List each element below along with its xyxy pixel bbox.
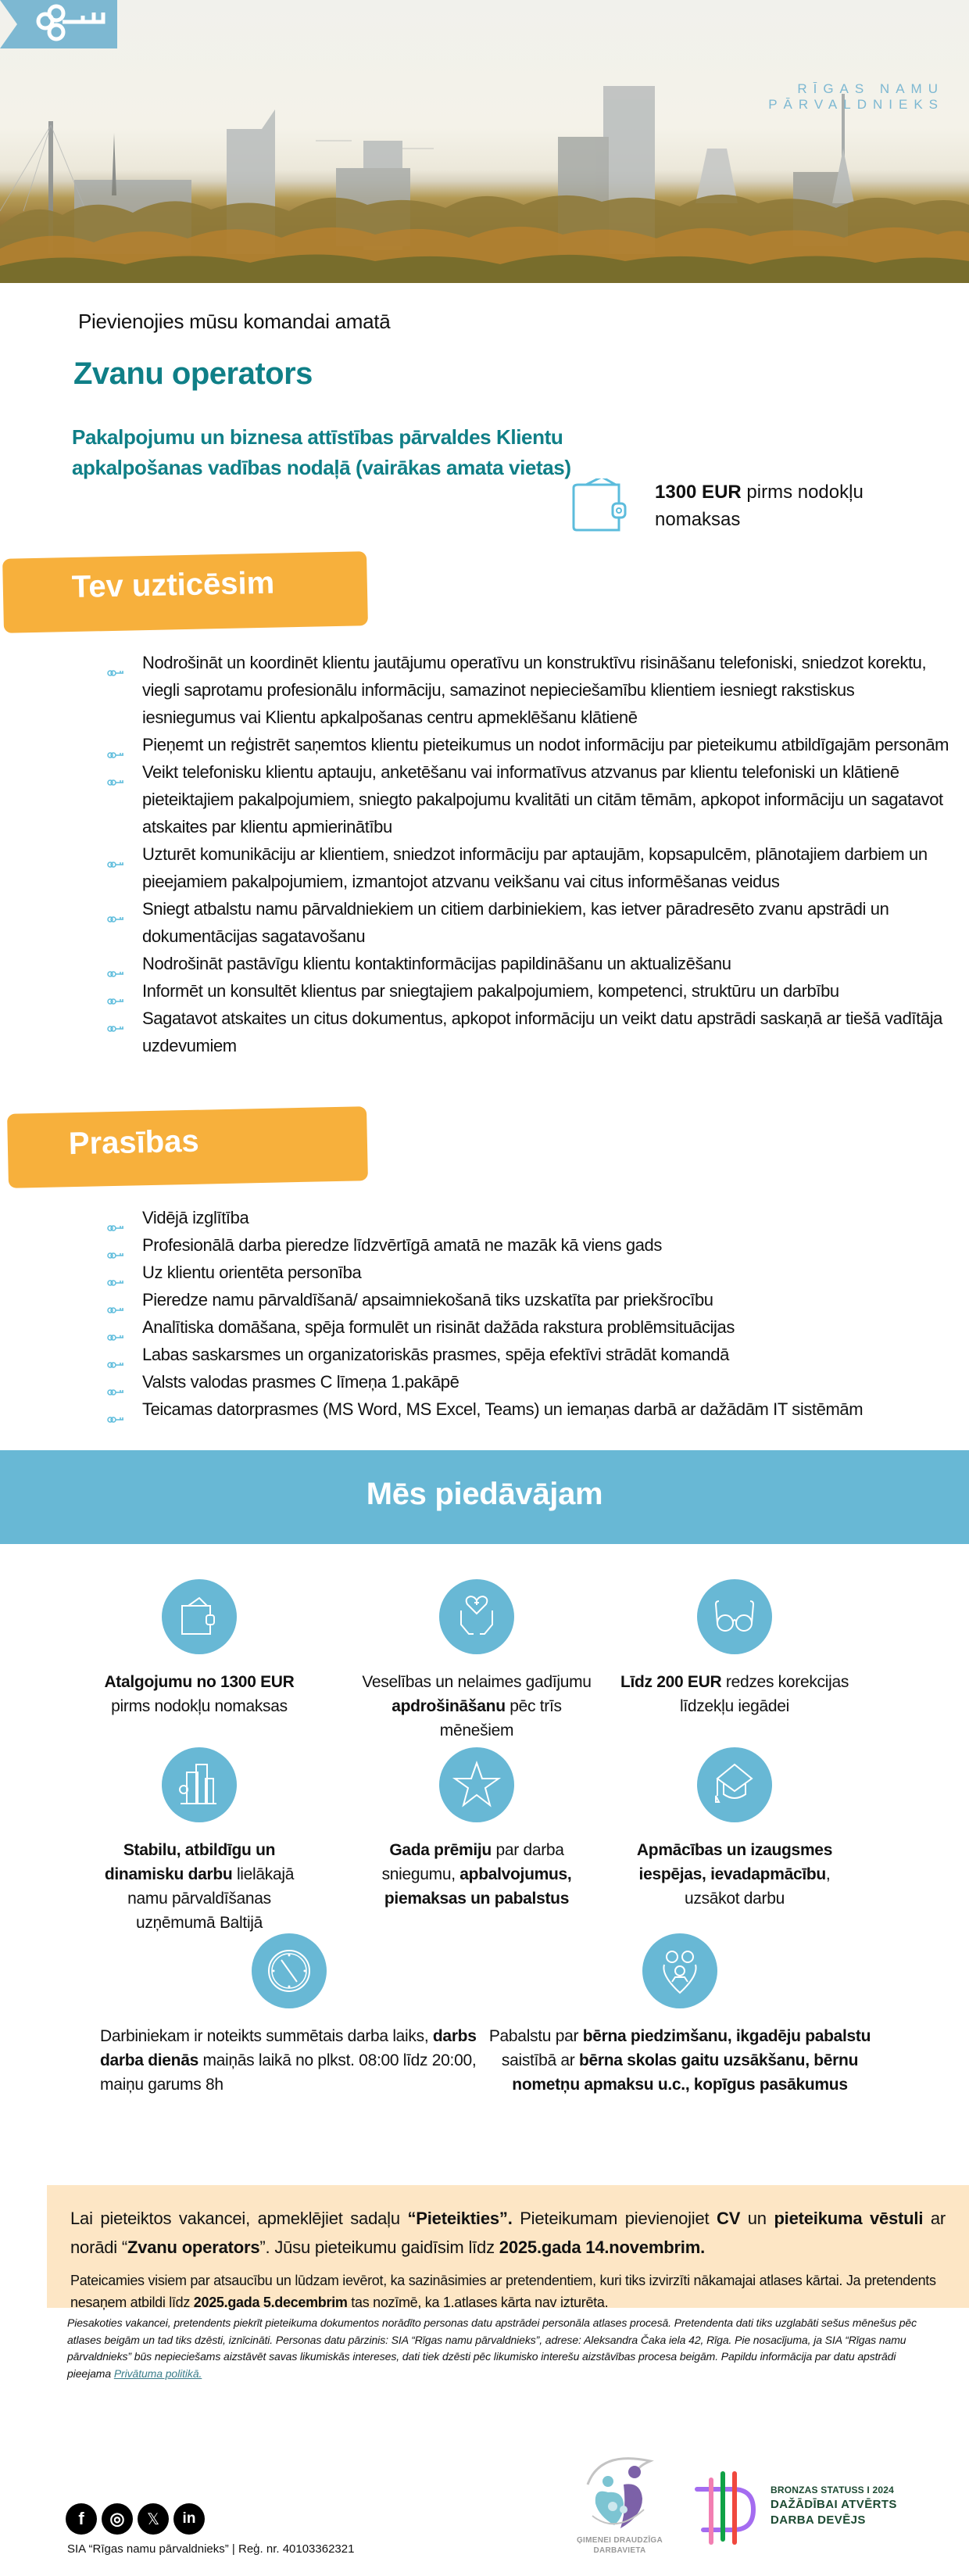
graduation-cap-icon xyxy=(697,1747,772,1822)
list-item-text: Sniegt atbalstu namu pārvaldniekiem un citiem darbiniekiem, kas ietver pāradresēto zvanu apstrādi un dokumentācijas sagatavošanu xyxy=(142,899,889,946)
list-item xyxy=(106,1368,950,1395)
requirements-list xyxy=(106,1204,950,1423)
requirements-heading: Prasības xyxy=(7,1106,368,1188)
text: tas nozīmē, ka 1.atlases kārta nav izturēta. xyxy=(347,2295,609,2310)
list-item-text: Sagatavot atskaites un citus dokumentus, apkopot informāciju un veikt datu apstrādi saskaņā ar tiešā vadītāja uzdevumiem xyxy=(142,1009,943,1055)
benefit-text xyxy=(359,1670,594,1743)
list-item xyxy=(106,840,950,895)
benefit-bonus xyxy=(359,1747,594,1911)
benefit-text xyxy=(78,2024,500,2097)
company-logo-text: RĪGAS NAMU PĀRVALDNIEKS xyxy=(768,81,944,112)
bold-text: bērna skolas gaitu uzsākšanu, bērnu nometņu apmaksu u.c., kopīgus pasākumus xyxy=(512,2051,859,2094)
list-item xyxy=(106,977,950,1005)
list-item-text: Valsts valodas prasmes C līmeņa 1.pakāpē xyxy=(142,1372,459,1392)
facebook-icon[interactable]: f xyxy=(66,2503,97,2535)
key-bullet-icon xyxy=(106,1241,127,1250)
text: Darbiniekam ir noteikts summētais darba laiks, xyxy=(100,2027,433,2045)
benefit-text xyxy=(359,1838,594,1911)
key-bullet-icon xyxy=(106,1295,127,1305)
list-item xyxy=(106,649,950,731)
key-bullet-icon xyxy=(106,987,127,996)
key-bullet-icon xyxy=(106,1405,127,1414)
bold-text: Stabilu, atbildīgu un dinamisku darbu xyxy=(104,1841,276,1883)
benefit-work-hours xyxy=(78,1933,500,2097)
text: ar norādi “ xyxy=(70,2209,946,2257)
list-item xyxy=(106,1286,950,1313)
privacy-text: Piesakoties vakancei, pretendents piekrīt pieteikuma dokumentos norādīto personas datu apstrādei personāla atlases procesā. Pretendenta dati tiks uzglabāti sešus mēnešus pēc atlases beigām un tad tiks dzēsti, iznīcināti. Personas datu pārzinis: SIA “Rīgas namu pārvaldnieks”, adrese: Aleksandra Čaka iela 42, Rīga. Pie nosacījuma, ja SIA “Rīgas namu pārvaldnieks” būs nepieciešams aizstāvēt savas likumiskās intereses, dati tiek dzēsti pēc likumisko interešu aizstāvības procesa beigām. Papildu informācija par datu apstrādi pieejama xyxy=(67,2316,917,2380)
list-item-text: Labas saskarsmes un organizatoriskās prasmes, spēja efektīvi strādāt komandā xyxy=(142,1345,729,1364)
intro-text: Pievienojies mūsu komandai amatā xyxy=(78,310,391,333)
list-item-text: Teicamas datorprasmes (MS Word, MS Excel, Teams) un iemaņas darbā ar dažādām IT sistēmām xyxy=(142,1399,864,1419)
text: maiņās laikā no plkst. 08:00 līdz 20:00, maiņu garums 8h xyxy=(100,2051,477,2094)
salary-amount: 1300 EUR xyxy=(655,482,742,503)
list-item xyxy=(106,1395,950,1423)
star-icon xyxy=(439,1747,514,1822)
benefit-text xyxy=(617,1838,852,1911)
key-bullet-icon xyxy=(106,740,127,750)
company-registration: SIA “Rīgas namu pārvaldnieks” | Reģ. nr. 40103362321 xyxy=(67,2542,355,2556)
benefit-text xyxy=(102,1670,297,1718)
key-bullet-icon xyxy=(106,1213,127,1223)
list-item xyxy=(106,1341,950,1368)
text: Veselības un nelaimes gadījumu xyxy=(362,1673,592,1691)
bold-text: Atalgojumu no 1300 EUR xyxy=(104,1673,295,1691)
key-bullet-icon xyxy=(106,1323,127,1332)
apply-info-box xyxy=(47,2185,969,2308)
benefit-glasses xyxy=(617,1579,852,1718)
glasses-icon xyxy=(697,1579,772,1654)
offer-heading: Mēs piedāvājam xyxy=(366,1477,603,1511)
hero-banner xyxy=(0,0,969,283)
key-bullet-icon xyxy=(106,1378,127,1387)
wallet-icon xyxy=(570,478,633,533)
bold-text: Zvanu operators xyxy=(127,2237,260,2257)
x-icon[interactable]: 𝕏 xyxy=(138,2503,169,2535)
privacy-policy-link[interactable]: Privātuma politikā. xyxy=(113,2366,202,2380)
key-bullet-icon xyxy=(106,850,127,859)
benefit-salary xyxy=(102,1579,297,1718)
benefit-training xyxy=(617,1747,852,1911)
key-bullet-icon xyxy=(106,959,127,969)
text: Pateicamies visiem par atsaucību un lūdzam ievērot, ka sazināsimies ar pretendentiem, kuri tiks izvirzīti nākamajai atlases kārtai. Ja pretendents nesaņem atbildi līdz xyxy=(70,2273,936,2310)
text: un xyxy=(740,2209,774,2228)
list-item xyxy=(106,758,950,840)
list-item xyxy=(106,895,950,950)
list-item xyxy=(106,1259,950,1286)
bold-text: “Pieteikties”. xyxy=(407,2209,513,2228)
list-item-text: Analītiska domāšana, spēja formulēt un risināt dažāda rakstura problēmsituācijas xyxy=(142,1317,735,1337)
clock-icon xyxy=(252,1933,327,2008)
text: redzes korekcijas līdzekļu iegādei xyxy=(680,1673,849,1715)
text: Lai pieteiktos vakancei, apmeklējiet sadaļu xyxy=(70,2209,408,2228)
company-logo-icon xyxy=(0,0,117,48)
family-heart-icon xyxy=(642,1933,717,2008)
text: pirms nodokļu nomaksas xyxy=(111,1697,288,1715)
list-item-text: Uz klientu orientēta personība xyxy=(142,1263,362,1282)
text: saistībā ar xyxy=(501,2051,579,2069)
list-item xyxy=(106,731,950,758)
linkedin-icon[interactable]: in xyxy=(173,2503,205,2535)
list-item-text: Veikt telefonisku klientu aptauju, anketēšanu vai informatīvus atzvanus par klientu telefoniski un klātienē pieteiktajiem pakalpojumiem, sniegto pakalpojumu kvalitāti un citām tēmām, apkopot informāciju un sagatavot atskaites par klientu apmierinātību xyxy=(142,762,943,837)
key-bullet-icon xyxy=(106,1350,127,1360)
list-item-text: Profesionālā darba pieredze līdzvērtīgā amatā ne mazāk kā viens gads xyxy=(142,1235,662,1255)
benefit-family xyxy=(484,1933,875,2097)
text: Pieteikumam pievienojiet xyxy=(512,2209,717,2228)
salary-note: pirms nodokļu nomaksas xyxy=(655,482,864,530)
text: Pabalstu par xyxy=(488,2027,583,2045)
key-bullet-icon xyxy=(106,1268,127,1277)
apply-note xyxy=(70,2270,946,2313)
text: , uzsākot darbu xyxy=(684,1865,831,1908)
text: ”. Jūsu pieteikumu gaidīsim līdz xyxy=(259,2237,499,2257)
list-item-text: Uzturēt komunikāciju ar klientiem, sniedzot informāciju par aptaujām, kopsapulcēm, plānotajiem darbiem un pieejamiem pakalpojumiem, izmantojot atzvanu veikšanu vai citus informēšanas veidus xyxy=(142,844,928,891)
salary-info xyxy=(655,478,905,533)
bold-text: 2025.gada 5.decembrim xyxy=(193,2295,348,2310)
offer-banner xyxy=(0,1450,969,1544)
list-item xyxy=(106,1005,950,1059)
family-friendly-workplace-logo xyxy=(577,2439,663,2549)
key-bullet-icon xyxy=(106,1014,127,1023)
list-item-text: Vidējā izglītība xyxy=(142,1208,249,1227)
bold-text: apdrošināšanu xyxy=(392,1697,506,1715)
benefit-text xyxy=(484,2024,875,2097)
list-item-text: Nodrošināt pastāvīgu klientu kontaktinformācijas papildināšanu un aktualizēšanu xyxy=(142,954,731,973)
key-bullet-icon xyxy=(106,768,127,777)
text: pēc trīs mēnešiem xyxy=(439,1697,562,1739)
benefit-text xyxy=(617,1670,852,1718)
bold-text: pieteikuma vēstuli xyxy=(774,2209,924,2228)
text: lielākajā namu pārvaldīšanas uzņēmumā Baltijā xyxy=(127,1865,295,1932)
benefit-text xyxy=(102,1838,297,1935)
privacy-notice xyxy=(67,2315,942,2382)
duties-heading: Tev uzticēsim xyxy=(2,551,368,633)
city-skyline-image xyxy=(0,0,969,283)
list-item xyxy=(106,1204,950,1231)
list-item xyxy=(106,1231,950,1259)
health-insurance-icon xyxy=(439,1579,514,1654)
diversity-title xyxy=(771,2497,897,2528)
list-item-text: Nodrošināt un koordinēt klientu jautājumu operatīvu un konstruktīvu risināšanu telefoniski, sniedzot korektu, viegli saprotamu profesionālu informāciju, samazinot nepieciešamību klientiem iesniegt rakstiskus iesniegumus vai Klientu apkalpošanas centru apmeklēšanu klātienē xyxy=(142,653,927,727)
list-item-text: Informēt un konsultēt klientus par sniegtajiem pakalpojumiem, kompetenci, struktūru un darbību xyxy=(142,981,839,1001)
diversity-status: BRONZAS STATUSS I 2024 xyxy=(771,2485,894,2495)
bold-text: darbs darba dienās xyxy=(100,2027,477,2069)
duties-list xyxy=(106,649,950,1059)
diversity-employer-logo xyxy=(694,2469,760,2547)
bold-text: Gada prēmiju xyxy=(389,1841,492,1859)
key-bullet-icon xyxy=(106,658,127,668)
apply-instructions xyxy=(70,2204,946,2262)
wallet-icon xyxy=(162,1579,237,1654)
instagram-icon[interactable]: ◎ xyxy=(102,2503,133,2535)
text: par darba sniegumu, xyxy=(381,1841,564,1883)
bold-text: 2025.gada 14.novembrim. xyxy=(499,2237,705,2257)
list-item xyxy=(106,950,950,977)
department-title: Pakalpojumu un biznesa attīstības pārvaldes Klientu apkalpošanas vadības nodaļā (vairākas amata vietas) xyxy=(72,425,571,479)
city-buildings-icon xyxy=(162,1747,237,1822)
bold-text: apbalvojumus, piemaksas un pabalstus xyxy=(384,1865,572,1908)
list-item xyxy=(106,1313,950,1341)
social-links xyxy=(66,2503,205,2535)
diversity-title-line-1: DAŽĀDĪBAI ATVĒRTS xyxy=(771,2498,897,2511)
key-bullet-icon xyxy=(106,905,127,914)
bold-text: CV xyxy=(717,2209,741,2228)
list-item-text: Pieredze namu pārvaldīšanā/ apsaimniekošanā tiks uzskatīta par priekšrocību xyxy=(142,1290,713,1309)
family-friendly-label: ĢIMENEI DRAUDZĪGA DARBAVIETA xyxy=(576,2536,663,2555)
list-item-text: Pieņemt un reģistrēt saņemtos klientu pieteikumus un nodot informāciju par pieteikumu atbildīgajām personām xyxy=(142,735,949,754)
bold-text: Apmācības un izaugsmes iespējas, ievadapmācību xyxy=(636,1841,833,1883)
bold-text: bērna piedzimšanu, ikgadēju pabalstu xyxy=(582,2027,871,2045)
benefit-stable-job xyxy=(102,1747,297,1935)
diversity-title-line-2: DARBA DEVĒJS xyxy=(771,2513,866,2527)
benefit-insurance xyxy=(359,1579,594,1743)
job-title: Zvanu operators xyxy=(73,356,313,391)
bold-text: Līdz 200 EUR xyxy=(620,1673,722,1691)
